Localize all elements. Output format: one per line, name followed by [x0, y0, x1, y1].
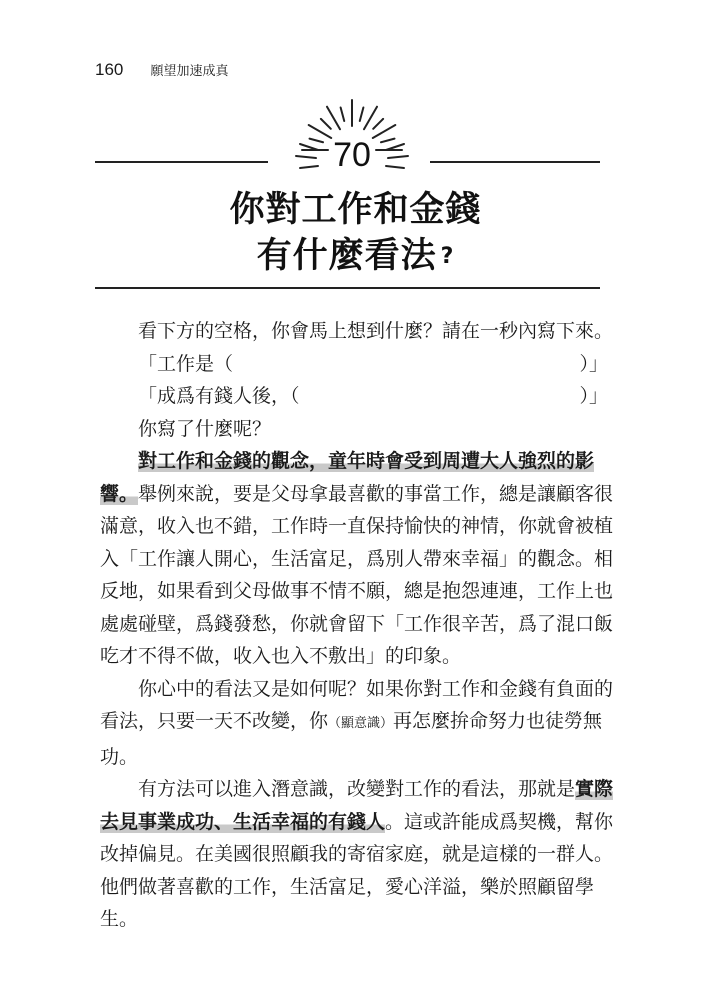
side-dash [388, 156, 408, 158]
paragraph-4-b: 再怎麼拚命努力也徒勞無功。 [100, 710, 603, 768]
title-text: 有什麼看法 [256, 236, 437, 276]
paragraph-4 [100, 673, 620, 774]
fill-in-line-2 [100, 380, 608, 413]
fill-in-left: 「工作是（ [138, 352, 234, 375]
paragraph-1: 看下方的空格，你會馬上想到什麼？請在一秒內寫下來。 [138, 320, 614, 342]
paragraph-5 [100, 773, 620, 936]
chapter-title-line1: 你對工作和金錢 [229, 190, 482, 230]
paragraph-2: 你寫了什麼呢？ [138, 417, 272, 440]
emphasis-text: 對工作和金錢的觀念，童年時會受到周遭大人強烈的影響。 [100, 450, 595, 505]
chapter-emblem [0, 80, 711, 180]
paragraph-5-b: 。這或許能成爲契機，幫你改掉偏見。在美國很照顧我的寄宿家庭，就是這樣的一群人。他們做著喜歡的工作，生活富足，愛心洋溢，樂於照顧留學生。 [100, 810, 614, 930]
paragraph-5-a: 有方法可以進入潛意識，改變對工作的看法，那就是 [138, 778, 576, 800]
fill-in-left: 「成爲有錢人後，（ [138, 385, 300, 407]
book-title: 願望加速成真 [150, 64, 229, 79]
fill-in-line-1 [100, 348, 608, 381]
chapter-number: 70 [333, 136, 371, 174]
sun-ray [381, 139, 395, 143]
fill-in-right: ）」 [579, 385, 608, 407]
sun-ray [341, 107, 345, 121]
fill-in-right: ）」 [579, 352, 608, 375]
annotation: （顯意識） [328, 716, 394, 731]
sun-ray [373, 119, 383, 129]
paragraph-3-rest: 舉例來說，要是父母拿最喜歡的事當工作，總是讓顧客很滿意，收入也不錯，工作時一直保持愉快的神情，你就會被植入「工作讓人開心，生活富足，爲別人帶來幸福」的觀念。相反地，如果看到父母做事不情不願，總是抱怨連連，工作上也處處碰壁，爲錢發愁，你就會留下「工作很辛苦，爲了混口飯吃才不得不做，收入也入不敷出」的印象。 [100, 482, 614, 667]
emphasis-text: 實際去見事業成功、生活幸福的有錢人 [100, 778, 614, 833]
paragraph-3 [100, 445, 620, 673]
question-mark-icon: ? [440, 244, 455, 269]
side-dash [300, 166, 318, 168]
body-text [100, 315, 620, 936]
side-dash [296, 156, 316, 158]
paragraph-4-a: 你心中的看法又是如何呢？如果你對工作和金錢有負面的看法，只要一天不改變，你 [100, 677, 614, 732]
chapter-title-line2 [0, 234, 711, 279]
side-dash [386, 166, 404, 168]
sun-ray [360, 107, 364, 121]
sun-ray [321, 119, 331, 129]
sun-ray [309, 139, 323, 143]
title-divider [95, 287, 600, 289]
running-header [95, 60, 228, 80]
page-number: 160 [95, 60, 124, 79]
